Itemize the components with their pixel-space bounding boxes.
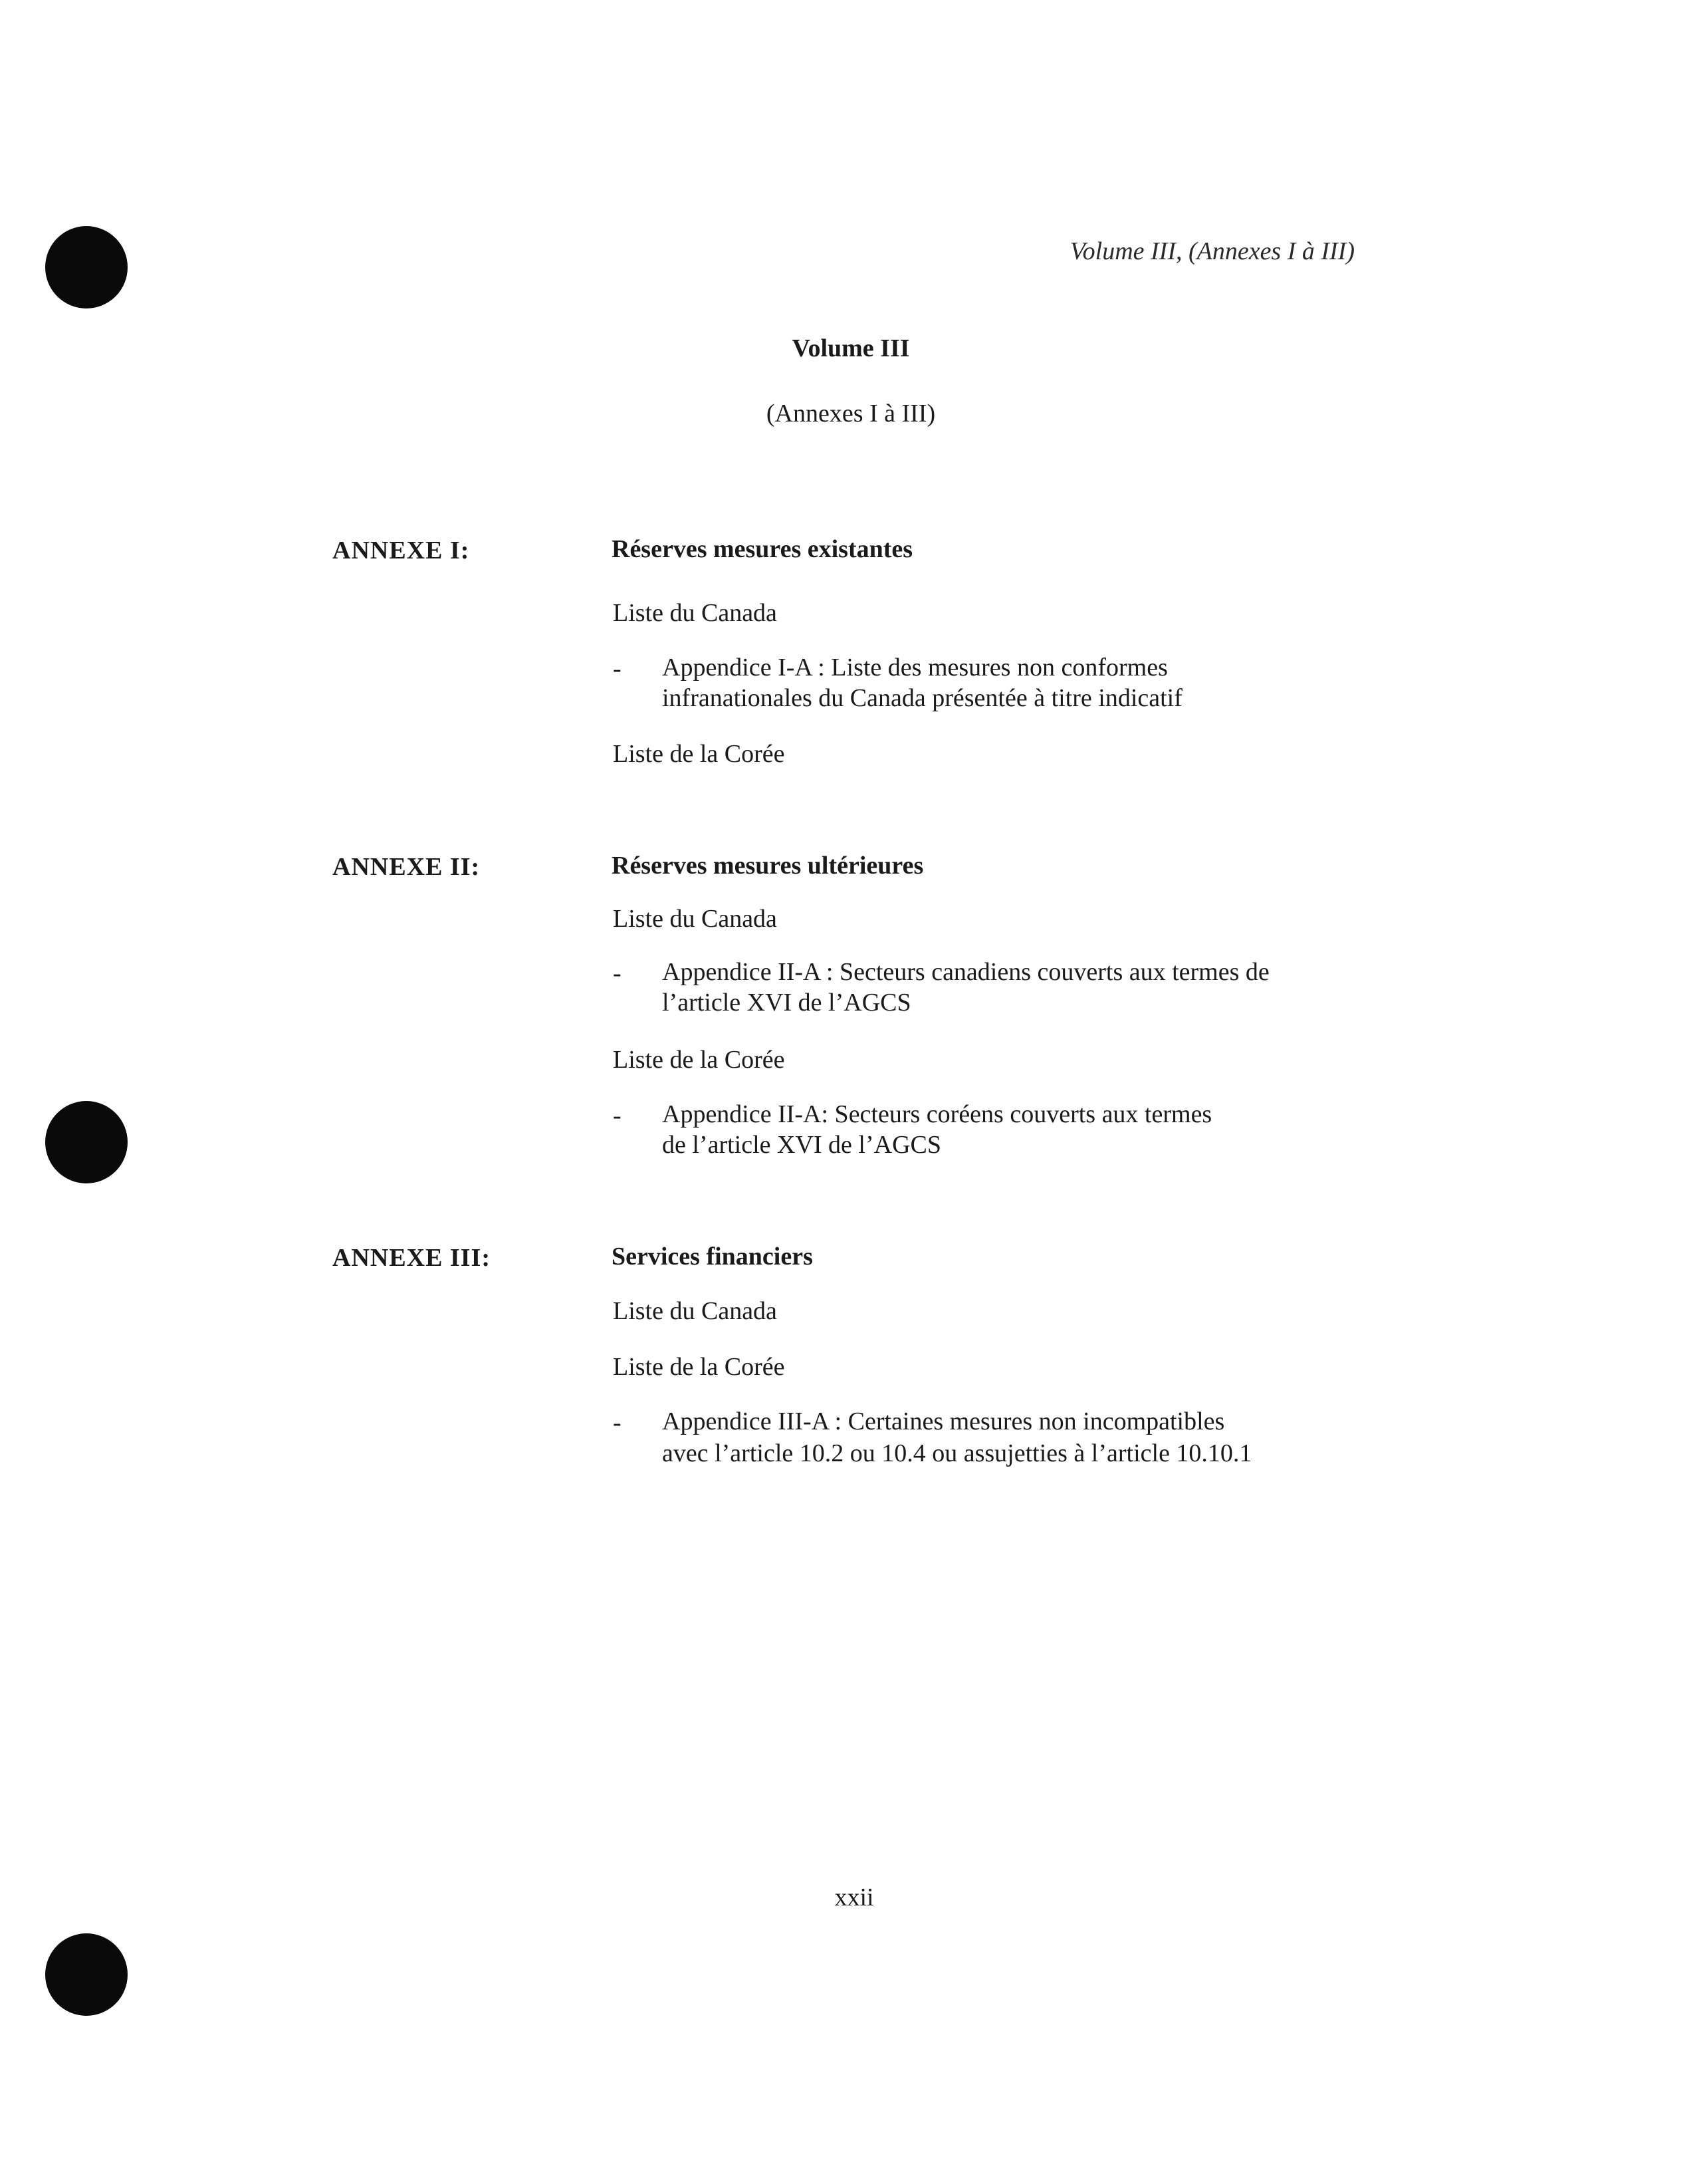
annex-2-korea-list: Liste de la Corée (613, 1046, 785, 1074)
annex-2-appendix-b-line-2: de l’article XVI de l’AGCS (662, 1131, 941, 1159)
annex-1-korea-list: Liste de la Corée (613, 740, 785, 768)
annex-2-heading: Réserves mesures ultérieures (612, 852, 924, 880)
annex-3-heading: Services financiers (612, 1243, 813, 1271)
annex-3-appendix-line-2: avec l’article 10.2 ou 10.4 ou assujetties à l’article 10.10.1 (662, 1439, 1252, 1467)
annex-1-appendix-line-2: infranationales du Canada présentée à titre indicatif (662, 684, 1183, 712)
annex-3-korea-list: Liste de la Corée (613, 1353, 785, 1381)
annex-2-appendix-b-dash: - (613, 1102, 622, 1130)
annex-1-canada-list: Liste du Canada (613, 599, 777, 627)
punch-hole-middle (45, 1101, 128, 1183)
annex-3-canada-list: Liste du Canada (613, 1297, 777, 1325)
annex-1-appendix-dash: - (613, 655, 622, 683)
page-number: xxii (834, 1883, 874, 1911)
annex-1-label: ANNEXE I: (332, 537, 470, 564)
annex-2-appendix-a-line-1: Appendice II-A : Secteurs canadiens couverts aux termes de (662, 958, 1270, 986)
annex-1-heading: Réserves mesures existantes (612, 535, 913, 563)
volume-subtitle: (Annexes I à III) (766, 400, 936, 427)
annex-2-appendix-b-line-1: Appendice II-A: Secteurs coréens couverts aux termes (662, 1100, 1212, 1128)
annex-3-appendix-dash: - (613, 1409, 622, 1437)
annex-2-label: ANNEXE II: (332, 853, 481, 881)
annex-2-canada-list: Liste du Canada (613, 905, 777, 933)
running-header: Volume III, (Annexes I à III) (1070, 237, 1355, 265)
annex-1-appendix-line-1: Appendice I-A : Liste des mesures non conformes (662, 654, 1168, 681)
punch-hole-top (45, 226, 128, 308)
annex-3-label: ANNEXE III: (332, 1244, 491, 1272)
annex-2-appendix-a-dash: - (613, 959, 622, 987)
annex-2-appendix-a-line-2: l’article XVI de l’AGCS (662, 989, 911, 1017)
punch-hole-bottom (45, 1933, 128, 2016)
volume-title: Volume III (792, 334, 910, 362)
annex-3-appendix-line-1: Appendice III-A : Certaines mesures non incompatibles (662, 1407, 1225, 1435)
